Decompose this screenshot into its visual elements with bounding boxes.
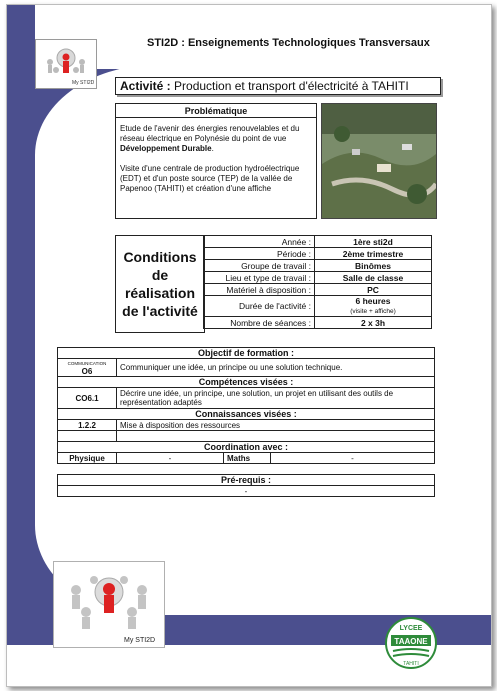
conditions-title-l3: réalisation bbox=[124, 285, 195, 301]
my-sti2d-logo-large bbox=[53, 561, 165, 648]
table-row bbox=[204, 260, 432, 272]
competences-title: Compétences visées : bbox=[58, 377, 435, 388]
my-sti2d-logo-small bbox=[35, 39, 97, 89]
coordination-subject-1: Physique bbox=[58, 453, 117, 464]
connaissances-code: 1.2.2 bbox=[58, 420, 117, 431]
cond-key: Année : bbox=[204, 236, 315, 248]
page-header-title: STI2D : Enseignements Technologiques Transversaux bbox=[147, 37, 430, 49]
conditions-title-l4: de l'activité bbox=[122, 303, 198, 319]
table-row bbox=[204, 248, 432, 260]
conditions-table bbox=[203, 235, 432, 329]
prerequis-title: Pré-requis : bbox=[58, 475, 435, 486]
conditions-title-box bbox=[115, 235, 205, 333]
objectif-code bbox=[58, 359, 117, 377]
table-row bbox=[58, 486, 435, 497]
cond-value: PC bbox=[315, 284, 432, 296]
table-row bbox=[58, 388, 435, 409]
cond-value: 2ème trimestre bbox=[315, 248, 432, 260]
coordination-value-2: - bbox=[271, 453, 435, 464]
table-row bbox=[58, 420, 435, 431]
spacer-row bbox=[58, 464, 435, 475]
cond-value: 2 x 3h bbox=[315, 317, 432, 329]
cond-key: Groupe de travail : bbox=[204, 260, 315, 272]
table-row bbox=[58, 453, 435, 464]
table-row bbox=[58, 409, 435, 420]
lycee-top-text: LYCEE bbox=[399, 625, 423, 632]
cond-value: 1ère sti2d bbox=[315, 236, 432, 248]
duree-detail: (visite + affiche) bbox=[350, 307, 396, 315]
activity-title: Production et transport d'électricité à TAHITI bbox=[174, 79, 409, 93]
problematique-p2: Visite d'une centrale de production hydroélectrique (EDT) et d'un poste source (TEP) de la vallée de Papenoo (TAHITI) et création d'une affiche bbox=[120, 164, 300, 193]
cond-value-duree bbox=[315, 296, 432, 317]
table-row bbox=[58, 377, 435, 388]
table-row bbox=[204, 317, 432, 329]
spacer-cell bbox=[58, 464, 435, 475]
site-photo bbox=[321, 103, 437, 219]
logo-large-label: My STI2D bbox=[124, 637, 156, 644]
problematique-p1c: . bbox=[211, 144, 214, 153]
cond-key: Durée de l'activité : bbox=[204, 296, 315, 317]
cond-value: Binômes bbox=[315, 260, 432, 272]
table-row bbox=[58, 442, 435, 453]
duree-main: 6 heures bbox=[355, 295, 391, 306]
empty-cell bbox=[58, 431, 117, 442]
lycee-name-text: TAAONE bbox=[394, 637, 428, 646]
problematique-title: Problématique bbox=[116, 104, 316, 118]
problematique-p1b: Développement Durable bbox=[120, 144, 212, 153]
objectif-title: Objectif de formation : bbox=[58, 348, 435, 359]
problematique-p1a: Etude de l'avenir des énergies renouvelables et du réseau électrique en Polynésie du point de vue bbox=[120, 124, 300, 143]
table-row bbox=[58, 475, 435, 486]
table-row bbox=[204, 236, 432, 248]
conditions-title-l1: Conditions bbox=[123, 249, 197, 265]
objectif-code-main: O6 bbox=[81, 367, 93, 376]
conditions-title-l2: de bbox=[151, 267, 169, 283]
connaissances-title: Connaissances visées : bbox=[58, 409, 435, 420]
table-row bbox=[58, 431, 435, 442]
table-row bbox=[204, 272, 432, 284]
table-row bbox=[58, 359, 435, 377]
document-page bbox=[6, 4, 492, 687]
prerequis-value: - bbox=[58, 486, 435, 497]
activity-title-box bbox=[115, 77, 441, 95]
cond-key: Nombre de séances : bbox=[204, 317, 315, 329]
objectif-text: Communiquer une idée, un principe ou une solution technique. bbox=[117, 359, 435, 377]
lycee-bottom-text: TAHITI bbox=[403, 661, 419, 667]
table-row bbox=[204, 296, 432, 317]
problematique-text bbox=[116, 124, 316, 194]
cond-key: Matériel à disposition : bbox=[204, 284, 315, 296]
coordination-value-1: - bbox=[117, 453, 224, 464]
cond-key: Lieu et type de travail : bbox=[204, 272, 315, 284]
formation-table bbox=[57, 347, 435, 497]
problematique-box bbox=[115, 103, 317, 219]
coordination-title: Coordination avec : bbox=[58, 442, 435, 453]
table-row bbox=[204, 284, 432, 296]
logo-small-label: My STI2D bbox=[72, 80, 95, 86]
activity-prefix: Activité : bbox=[120, 79, 171, 93]
competences-text: Décrire une idée, un principe, une solution, un projet en utilisant des outils de représentation adaptés bbox=[117, 388, 435, 409]
connaissances-text: Mise à disposition des ressources bbox=[117, 420, 435, 431]
competences-code: CO6.1 bbox=[58, 388, 117, 409]
objectif-code-small: COMMUNICATION bbox=[67, 361, 107, 366]
table-row bbox=[58, 348, 435, 359]
lycee-taaone-logo bbox=[385, 617, 437, 669]
empty-cell bbox=[117, 431, 435, 442]
coordination-subject-2: Maths bbox=[224, 453, 271, 464]
cond-value: Salle de classe bbox=[315, 272, 432, 284]
cond-key: Période : bbox=[204, 248, 315, 260]
